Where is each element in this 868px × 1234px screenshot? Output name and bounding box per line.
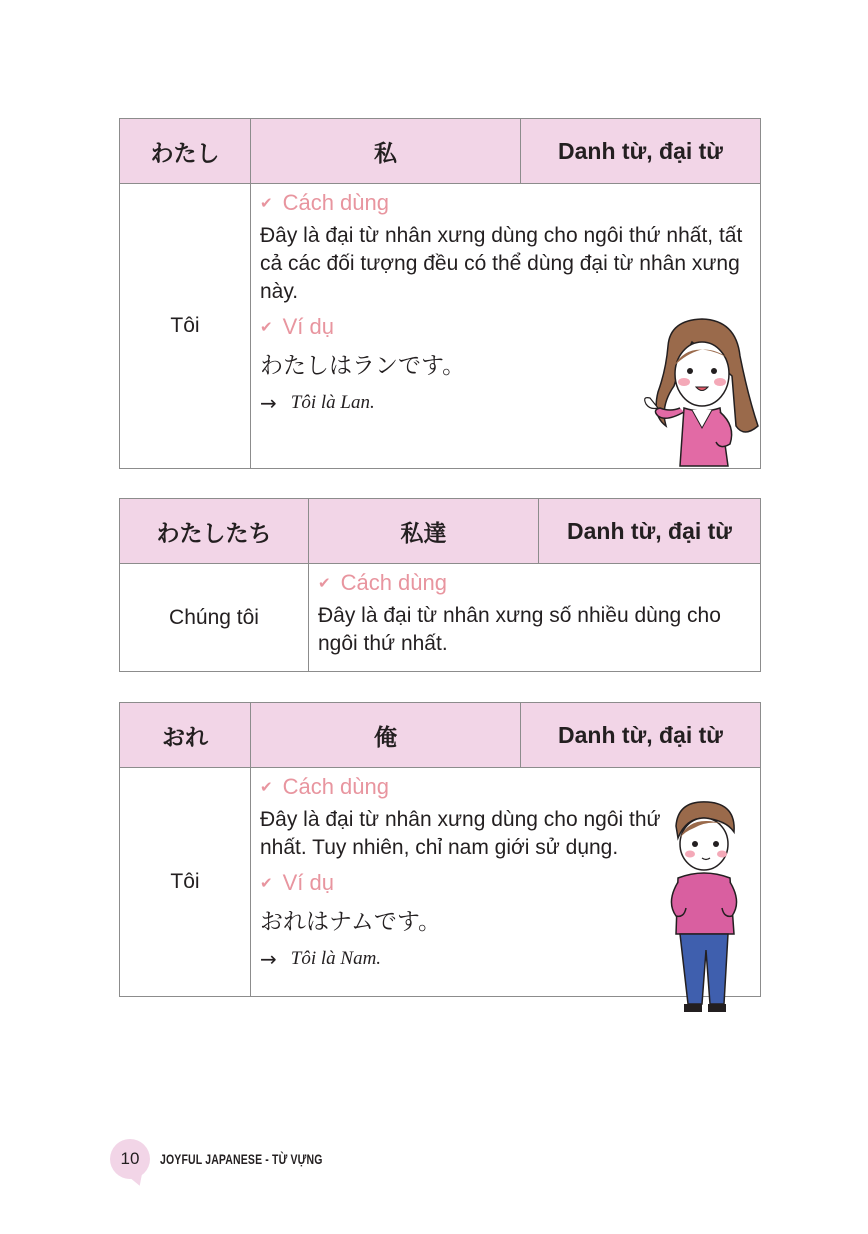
example-translation: [260, 942, 661, 976]
part-of-speech-cell: Danh từ, đại từ: [520, 703, 760, 767]
checkmark-icon: ✔: [260, 319, 273, 336]
usage-text: Đây là đại từ nhân xưng số nhiều dùng cho ngôi thứ nhất.: [318, 604, 721, 655]
kanji-cell: 私: [250, 119, 520, 183]
example-translation-text: Tôi là Nam.: [290, 948, 382, 969]
card-body: [120, 564, 760, 671]
usage-heading: [260, 772, 661, 802]
usage-label: Cách dùng: [282, 190, 389, 215]
card-header: [120, 703, 760, 768]
example-translation-text: Tôi là Lan.: [290, 392, 375, 413]
usage-heading: [318, 568, 750, 598]
card-header: [120, 499, 760, 564]
right-arrow-icon: →: [260, 947, 277, 971]
example-japanese: わたしはランです。: [260, 352, 466, 378]
part-of-speech-cell: Danh từ, đại từ: [520, 119, 760, 183]
part-of-speech-cell: Danh từ, đại từ: [538, 499, 760, 563]
checkmark-icon: ✔: [318, 575, 331, 592]
vocab-card-ore: [119, 702, 761, 997]
meaning-cell: Chúng tôi: [120, 564, 309, 671]
vocab-card-watashi: [119, 118, 761, 469]
usage-text: Đây là đại từ nhân xưng dùng cho ngôi thứ nhất, tất cả các đối tượng đều có thể dùng đại từ nhân xưng này.: [260, 224, 743, 303]
card-body: [120, 768, 760, 996]
kana-cell: わたしたち: [156, 519, 272, 546]
usage-cell: [309, 564, 760, 671]
example-label: Ví dụ: [282, 870, 334, 895]
right-arrow-icon: →: [260, 391, 277, 415]
example-label: Ví dụ: [282, 314, 334, 339]
girl-character-illustration: [640, 316, 765, 468]
meaning-cell: Tôi: [120, 768, 251, 996]
card-body: [120, 184, 760, 468]
kana-cell: わたし: [150, 139, 220, 166]
boy-character-illustration: [664, 798, 744, 1020]
vocab-card-watashitachi: [119, 498, 761, 672]
book-title: JOYFUL JAPANESE - TỪ VỰNG: [160, 1151, 323, 1167]
example-japanese: おれはナムです。: [260, 908, 442, 934]
usage-label: Cách dùng: [340, 570, 447, 595]
usage-label: Cách dùng: [282, 774, 389, 799]
meaning-cell: Tôi: [120, 184, 251, 468]
kanji-cell: 俺: [250, 703, 520, 767]
checkmark-icon: ✔: [260, 195, 273, 212]
card-header: [120, 119, 760, 184]
usage-text: Đây là đại từ nhân xưng dùng cho ngôi thứ nhất. Tuy nhiên, chỉ nam giới sử dụng.: [260, 808, 661, 859]
page-number-badge: [110, 1139, 150, 1179]
page-footer: [110, 1139, 377, 1179]
usage-heading: [260, 188, 750, 218]
checkmark-icon: ✔: [260, 779, 273, 796]
kanji-cell: 私達: [308, 499, 538, 563]
example-heading: [260, 868, 661, 898]
page-number: 10: [120, 1149, 140, 1168]
kana-cell: おれ: [162, 723, 208, 750]
checkmark-icon: ✔: [260, 875, 273, 892]
usage-cell: [251, 768, 671, 996]
